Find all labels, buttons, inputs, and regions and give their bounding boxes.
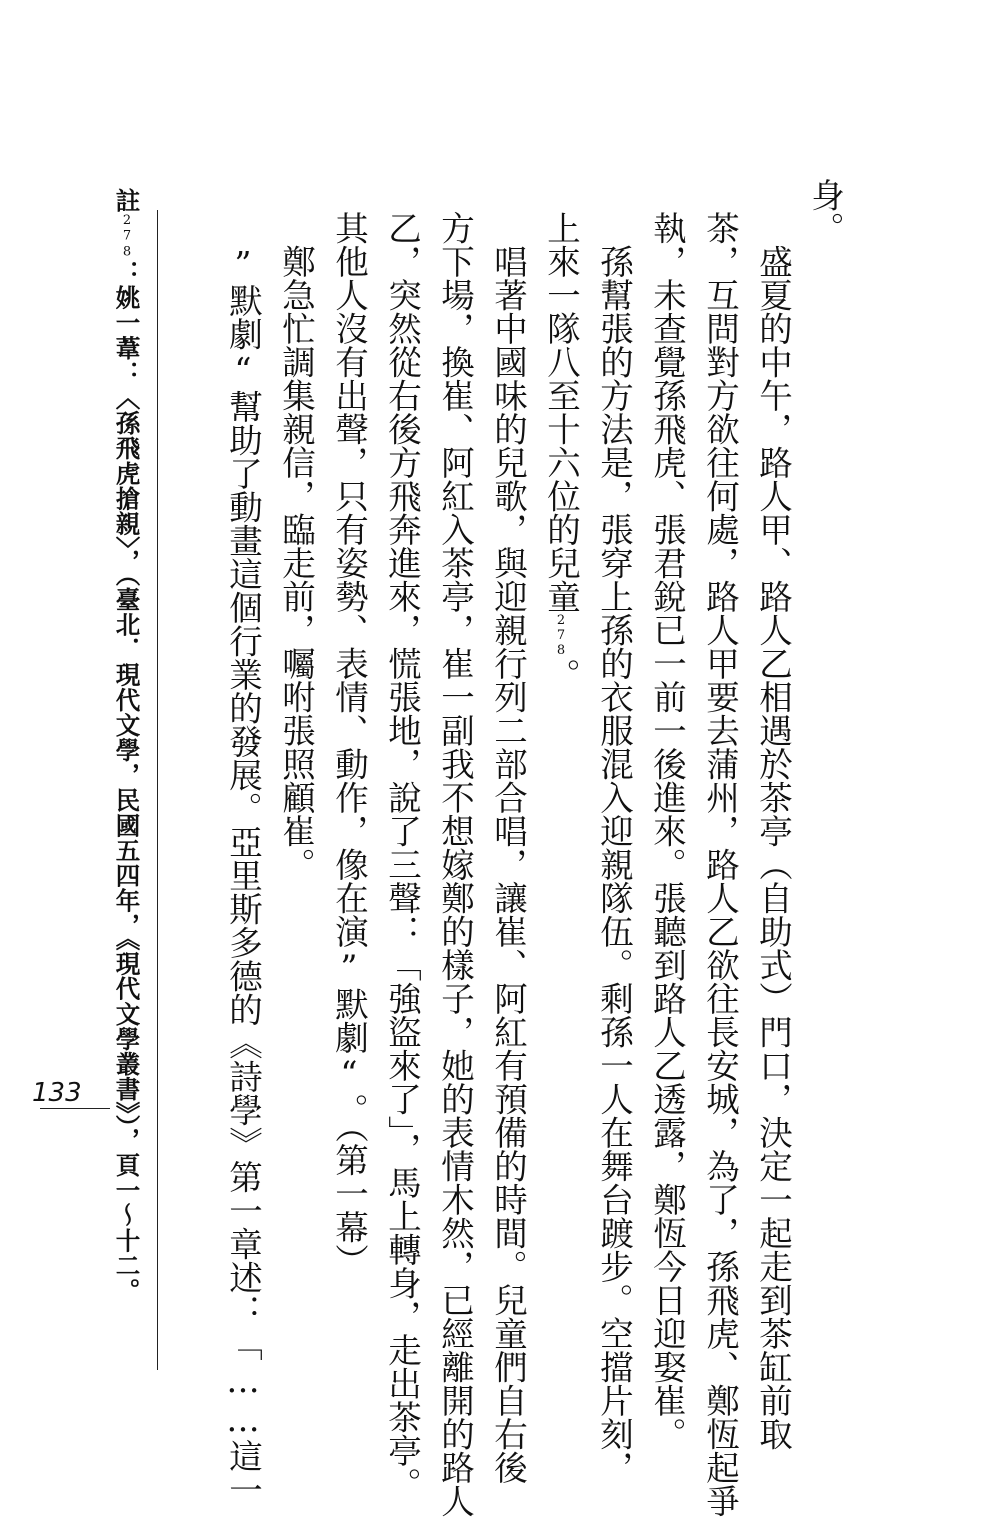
text-column-9: 乙，突然從右後方飛奔進來，慌張地，說了三聲：「強盜來了」，馬上轉身，走出茶亭。 [382,211,422,1501]
text-column-5: 孫幫張的方法是，張穿上孫的衣服混入迎親隊伍。剩孫一人在舞台踱步。空擋片刻， [594,211,634,1484]
text-column-4: 執，未查覺孫飛虎、張君銳已一前一後進來。張聽到路人乙透露，鄭恆今日迎娶崔。 [647,211,687,1451]
text-column-1: 身。 [805,178,845,245]
footnote-reference-278: 278 [553,613,569,658]
footnote-label: 註 [112,188,142,214]
text-column-10: 其他人沒有出聲，只有姿勢、表情、動作，像在演”默劇“。（第一幕） [329,211,369,1278]
text-column-11: 鄭急忙調集親信，臨走前，囑咐張照顧崔。 [276,211,316,881]
footnote-text: ：姚一葦：〈孫飛虎搶親〉，（臺北．現代文學，民國五四年，《現代文學叢書》），頁一～十二。 [112,259,142,1304]
text-column-6 [541,211,581,692]
text-column-12: ”默劇“幫助了動畫這個行業的發展。亞里斯多德的《詩學》第一章述：「……這一 [223,211,263,1506]
text-column-8: 方下場，換崔、阿紅入茶亭，崔一副我不想嫁鄭的樣子，她的表情木然，已經離開的路人 [435,211,475,1518]
text-column-3: 茶，互問對方欲往何處，路人甲要去蒲州，路人乙欲往長安城，為了，孫飛虎、鄭恆起爭 [700,211,740,1518]
text-column-6-tail: 。 [541,658,581,692]
footnote-number: 278 [119,213,135,260]
page-number: 133 [32,1078,82,1108]
text-column-6-body: 上來一隊八至十六位的兒童 [541,211,581,613]
text-column-7: 唱著中國味的兒歌，與迎親行列二部合唱，讓崔、阿紅有預備的時間。兒童們自右後 [488,211,528,1484]
text-column-2: 盛夏的中午，路人甲、路人乙相遇於茶亭（自助式）門口，決定一起走到茶缸前取 [753,211,793,1451]
page-number-rule [40,1108,110,1109]
footnote-separator [157,210,158,1370]
footnote [112,188,142,1304]
